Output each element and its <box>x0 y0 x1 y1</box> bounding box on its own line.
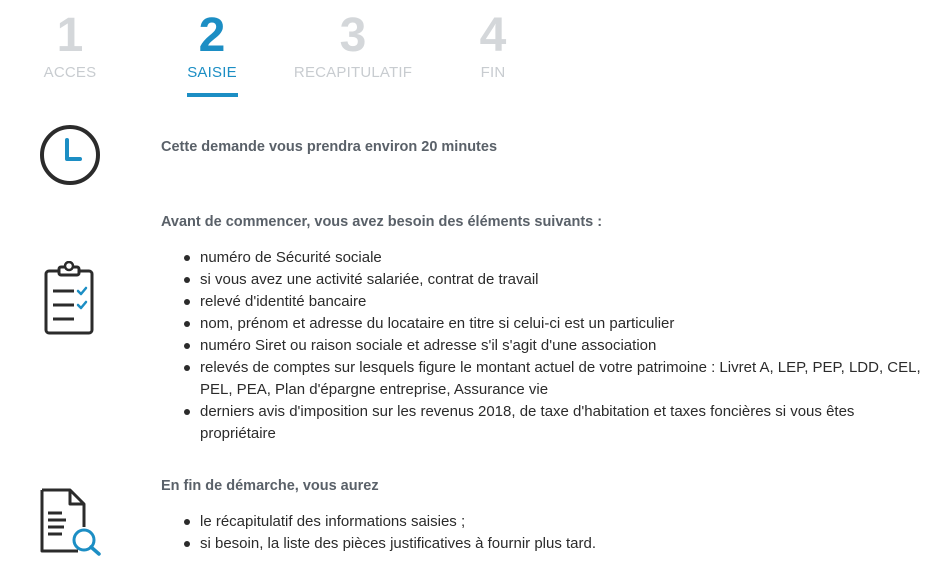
step-saisie <box>137 8 287 82</box>
step-number: 1 <box>56 9 84 62</box>
list-item-text: numéro Siret ou raison sociale et adresse s'il s'agit d'une association <box>200 337 657 354</box>
step-label: ACCES <box>43 64 97 81</box>
list-item-text: derniers avis d'imposition sur les revenus 2018, de taxe d'habitation et taxes foncières si vous êtes propriétaire <box>200 403 855 442</box>
bullet <box>184 343 190 349</box>
list-item <box>180 401 925 445</box>
list-item-text: nom, prénom et adresse du locataire en titre si celui-ci est un particulier <box>200 315 675 332</box>
list-item <box>180 533 925 555</box>
duration-text: Cette demande vous prendra environ 20 minutes <box>161 139 498 155</box>
requirements-title: Avant de commencer, vous avez besoin des éléments suivants : <box>161 214 603 230</box>
bullet <box>184 409 190 415</box>
step-recapitulatif <box>278 8 428 82</box>
step-acces <box>0 8 145 82</box>
step-label: SAISIE <box>187 64 237 81</box>
active-step-underline <box>187 93 238 97</box>
step-number: 3 <box>339 9 367 62</box>
bullet <box>184 277 190 283</box>
bullet <box>184 321 190 327</box>
list-item-text: si vous avez une activité salariée, contrat de travail <box>200 271 539 288</box>
step-number: 4 <box>479 9 507 62</box>
document-search-icon <box>38 487 104 562</box>
outcome-title: En fin de démarche, vous aurez <box>161 478 379 494</box>
list-item <box>180 291 925 313</box>
bullet <box>184 519 190 525</box>
list-item <box>180 313 925 335</box>
list-item-text: si besoin, la liste des pièces justificatives à fournir plus tard. <box>200 535 597 552</box>
list-item-text: relevés de comptes sur lesquels figure le montant actuel de votre patrimoine : Livret A, LEP, PEP, LDD, CEL, PEL, PEA, Plan d'épargne entreprise, Assurance vie <box>200 359 921 398</box>
list-item <box>180 357 925 401</box>
step-number: 2 <box>198 9 226 62</box>
list-item-text: le récapitulatif des informations saisies ; <box>200 513 466 530</box>
bullet <box>184 541 190 547</box>
list-item <box>180 247 925 269</box>
clock-icon <box>38 123 102 192</box>
bullet <box>184 365 190 371</box>
bullet <box>184 255 190 261</box>
step-label: RECAPITULATIF <box>293 64 413 81</box>
step-fin <box>418 8 568 82</box>
clipboard-checklist-icon <box>40 261 100 342</box>
list-item <box>180 269 925 291</box>
bullet <box>184 299 190 305</box>
list-item-text: numéro de Sécurité sociale <box>200 249 382 266</box>
step-indicator <box>0 0 933 100</box>
step-label: FIN <box>480 64 506 81</box>
list-item-text: relevé d'identité bancaire <box>200 293 367 310</box>
list-item <box>180 511 925 533</box>
requirements-list <box>180 247 925 445</box>
outcome-list <box>180 511 925 555</box>
list-item <box>180 335 925 357</box>
